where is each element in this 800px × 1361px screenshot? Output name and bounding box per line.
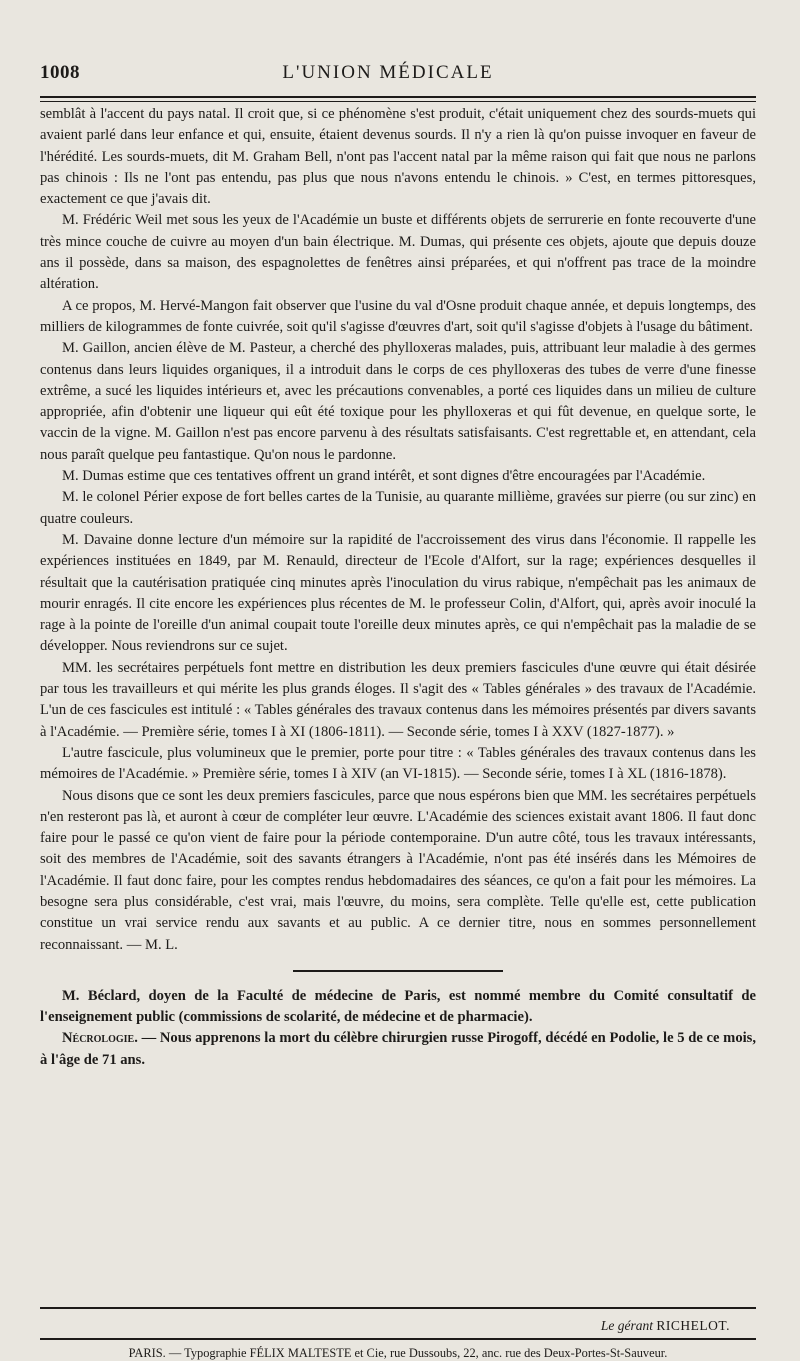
gerant-name: RICHELOT.	[656, 1318, 730, 1333]
paragraph: Nous disons que ce sont les deux premiers fascicules, parce que nous espérons bien que MM. les secrétaires perpétuels n'en resteront pas là, et auront à cœur de compléter leur œuvre. L'Académie des sciences existait avant 1806. Il faut donc faire pour le passé ce qu'on vient de faire pour la période contemporaine. D'un autre côté, tous les travaux intéressants, soit des membres de l'Académie, soit des savants étrangers à l'Académie, n'ont pas été insérés dans les Mémoires de l'Académie. Il faut donc faire, pour les comptes rendus hebdomadaires des séances, ce qu'on a fait pour les mémoires. La besogne sera plus considérable, c'est vrai, mais l'œuvre, du moins, sera complète. Telle qu'elle est, cette publication constitue un vrai service rendu aux savants et au public. A ce dernier titre, nous en sommes personnellement reconnaissant. — M. L.	[40, 787, 756, 953]
page-number: 1008	[40, 62, 80, 83]
paragraph: M. Frédéric Weil met sous les yeux de l'Académie un buste et différents objets de serrurerie en fonte recouverte d'une très mince couche de cuivre au moyen d'un bain électrique. M. Dumas, qui présente ces objets, ajoute que depuis douze ans il possède, dans sa maison, des espagnolettes de fenêtres ainsi préparées, et qui n'offrent pas trace de la moindre altération.	[40, 212, 756, 293]
news-section	[40, 986, 756, 1071]
printer-imprint: PARIS. — Typographie FÉLIX MALTESTE et Cie, rue Dussoubs, 22, anc. rue des Deux-Portes-St-Sauveur.	[128, 1346, 668, 1360]
obituary-label: Nécrologie.	[62, 1030, 138, 1047]
news-item	[40, 1028, 756, 1071]
paragraph: L'autre fascicule, plus volumineux que le premier, porte pour titre : « Tables générales des travaux contenus dans les mémoires de l'Académie. » Première série, tomes I à XIV (an VI-1815). — Seconde série, tomes I à XL (1816-1878).	[40, 744, 756, 783]
paragraph: MM. les secrétaires perpétuels font mettre en distribution les deux premiers fascicules d'une œuvre qui était désirée par tous les travailleurs et qui mérite les plus grands éloges. Il s'agit des « Tables générales » des travaux de l'Académie. L'un de ces fascicules est intitulé : « Tables générales des travaux contenus dans les mémoires présentés par divers savants à l'Académie. — Première série, tomes I à XI (1806-1811). — Seconde série, tomes I à XXV (1827-1877). »	[40, 659, 756, 740]
header-rule-thin	[40, 101, 756, 102]
article-body	[40, 104, 756, 1071]
obituary-text: — Nous apprenons la mort du célèbre chirurgien russe Pirogoff, décédé en Podolie, le 5 de ce mois, à l'âge de 71 ans.	[40, 1030, 756, 1068]
page-header	[40, 55, 756, 91]
journal-title: L'UNION MÉDICALE	[282, 62, 494, 83]
gerant-label: Le gérant	[600, 1318, 653, 1333]
gerant-signature	[601, 1318, 730, 1334]
paragraph: M. Dumas estime que ces tentatives offrent un grand intérêt, et sont dignes d'être encouragées par l'Académie.	[62, 468, 706, 485]
paragraph: M. Gaillon, ancien élève de M. Pasteur, a cherché des phylloxeras malades, puis, attribuant leur maladie à des germes contenus dans leurs liquides organiques, il a introduit dans le corps de ces phylloxeras des tubes de verre d'une finesse extrême, a sucé les liquides intérieurs et, avec les précautions convenables, a porté ces liquides dans un milieu de culture appropriée, afin d'obtenir une liqueur qui eût été toxique pour les phylloxeras et qui fût devenue, en quelque sorte, le vaccin de la vigne. M. Gaillon n'est pas encore parvenu à des résultats satisfaisants. C'est regrettable et, en attendant, cela nous paraît quelque peu fantastique. Qu'on nous le pardonne.	[40, 340, 756, 463]
paragraph: M. Davaine donne lecture d'un mémoire sur la rapidité de l'accroissement des virus dans l'économie. Il rappelle les expériences instituées en 1849, par M. Renauld, directeur de l'Ecole d'Alfort, sur la rage; expériences desquelles il résultait que la cautérisation pratiquée cinq minutes après l'inoculation du virus rabique, n'empêchait pas les animaux de mourir enragés. Il cite encore les expériences plus récentes de M. le professeur Colin, d'Alfort, qui, après avoir inoculé la rage à la pointe de l'oreille d'un animal coupait toute l'oreille deux minutes après, ce qui n'empêchait pas la maladie de se développer. Nous reviendrons sur ce sujet.	[40, 531, 756, 655]
paragraph: semblât à l'accent du pays natal. Il croit que, si ce phénomène s'est produit, c'était uniquement chez des sourds-muets qui avaient parlé dans leur enfance et qui, ensuite, étaient devenus sourds. Il n'y a rien là qu'on puisse invoquer en faveur de l'hérédité. Les sourds-muets, dit M. Graham Bell, n'ont pas l'accent natal par la même raison qui fait que nous ne parlons pas chinois : Ils ne l'ont pas entendu, pas plus que nous n'avons entendu le chinois. » C'est, en termes pittoresques, exactement ce que j'avais dit.	[40, 106, 756, 208]
news-item: M. Béclard, doyen de la Faculté de médecine de Paris, est nommé membre du Comité consultatif de l'enseignement public (commissions de scolarité, de médecine et de pharmacie).	[40, 987, 756, 1026]
section-separator	[293, 970, 503, 972]
paragraph: M. le colonel Périer expose de fort belles cartes de la Tunisie, au quarante millième, gravées sur pierre (ou sur zinc) en quatre couleurs.	[40, 489, 756, 527]
footer-rule	[40, 1307, 756, 1309]
header-rule	[40, 96, 756, 98]
footer-rule-bottom	[40, 1338, 756, 1340]
paragraph: A ce propos, M. Hervé-Mangon fait observer que l'usine du val d'Osne produit chaque année, et depuis longtemps, des milliers de kilogrammes de fonte cuivrée, soit qu'il s'agisse d'œuvres d'art, soit qu'il s'agisse d'objets à l'usage du bâtiment.	[40, 297, 756, 335]
